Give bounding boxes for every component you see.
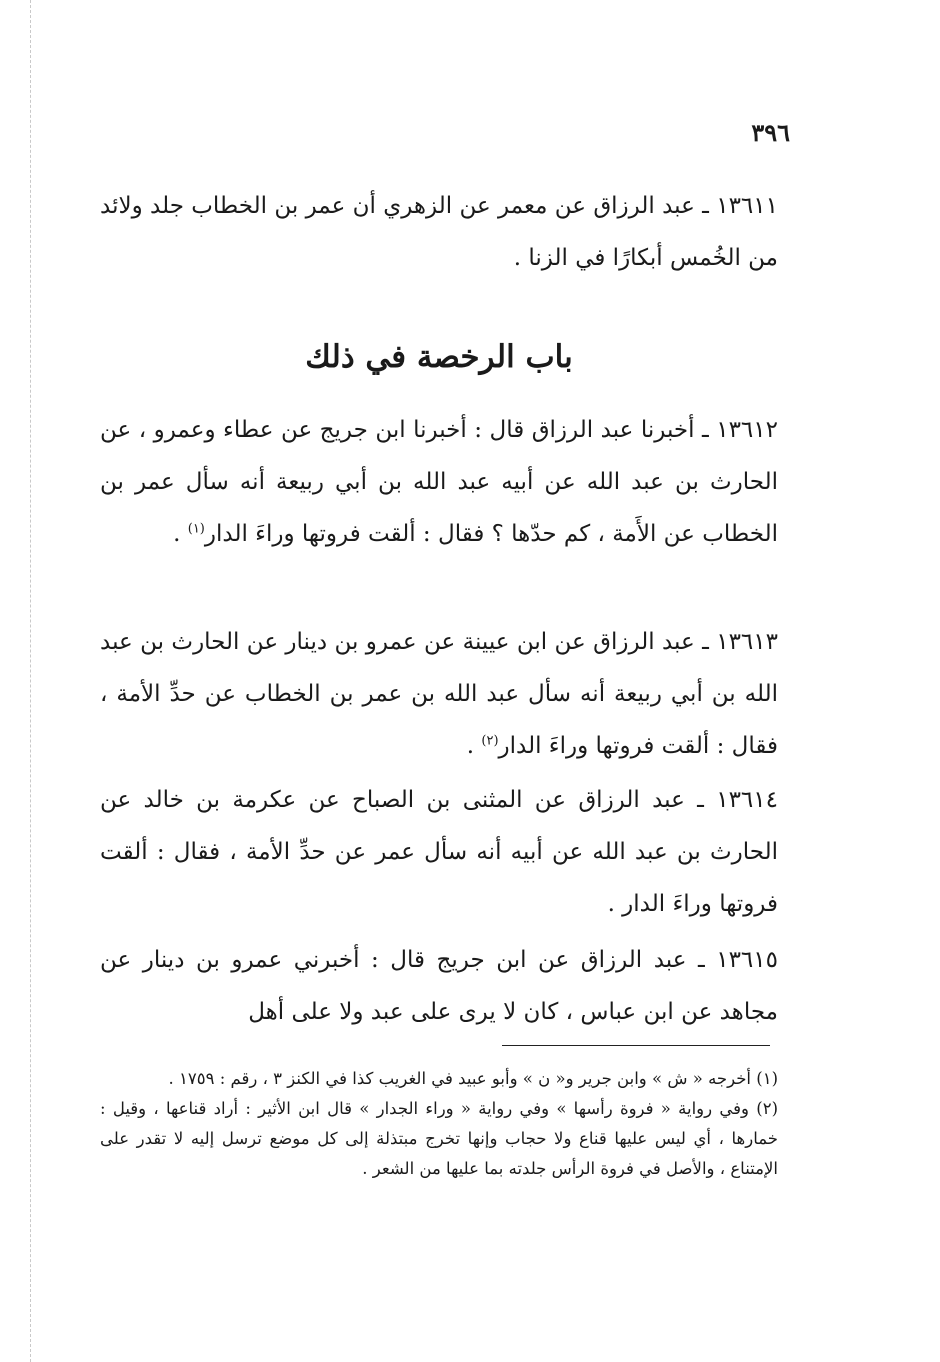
hadith-13613-text: ١٣٦١٣ ـ عبد الرزاق عن ابن عيينة عن عمرو بن دينار عن الحارث بن عبد الله بن أبي ربيعة أنه سأل عبد الله بن عمر بن الخطاب عن حدِّ الأمة ، فقال : ألقت فروتها وراءَ الدار: [100, 629, 778, 759]
hadith-13614: ١٣٦١٤ ـ عبد الرزاق عن المثنى بن الصباح عن عكرمة بن خالد عن الحارث بن عبد الله عن أبيه أنه سأل عمر عن حدِّ الأمة ، فقال : ألقت فروتها وراءَ الدار .: [100, 787, 778, 917]
footnote-2: (٢) وفي رواية « فروة رأسها » وفي رواية « وراء الجدار » قال ابن الأثير : أراد قناعها ، وقيل : خمارها ، أي ليس عليها قناع ولا حجاب وإنها تخرج مبتذلة إلى كل موضع ترسل إليه لا تقدر على الإمتناع ، والأصل في فروة الرأس جلدته بما عليها من الشعر .: [100, 1099, 778, 1178]
hadith-13612-end: .: [173, 521, 188, 547]
section-heading: باب الرخصة في ذلك: [305, 339, 573, 375]
hadith-13613-end: .: [466, 733, 482, 759]
footnote-ref-2: (٢): [481, 733, 499, 749]
hadith-13612: [100, 404, 778, 560]
page-edge-line: [30, 0, 31, 1362]
footnote-1: (١) أخرجه « ش » وابن جرير و« ن » وأبو عبيد في الغريب كذا في الكنز ٣ ، رقم : ١٧٥٩ .: [168, 1069, 778, 1088]
hadith-13615: ١٣٦١٥ ـ عبد الرزاق عن ابن جريج قال : أخبرني عمرو بن دينار عن مجاهد عن ابن عباس ، كان لا يرى على عبد ولا على أهل: [100, 947, 778, 1025]
footnotes: [100, 1064, 778, 1184]
hadith-13613: [100, 616, 778, 772]
page-number: ٣٩٦: [751, 118, 790, 147]
hadith-13611: ١٣٦١١ ـ عبد الرزاق عن معمر عن الزهري أن عمر بن الخطاب جلد ولائد من الخُمس أبكارًا في الزنا .: [100, 193, 778, 271]
footnote-separator: [502, 1045, 770, 1046]
footnote-ref-1: (١): [187, 521, 205, 537]
hadith-13612-text: ١٣٦١٢ ـ أخبرنا عبد الرزاق قال : أخبرنا ابن جريج عن عطاء وعمرو ، عن الحارث بن عبد الله عن أبيه عبد الله بن أبي ربيعة أنه سأل عمر بن الخطاب عن الأَمة ، كم حدّها ؟ فقال : ألقت فروتها وراءَ الدار: [100, 417, 778, 547]
